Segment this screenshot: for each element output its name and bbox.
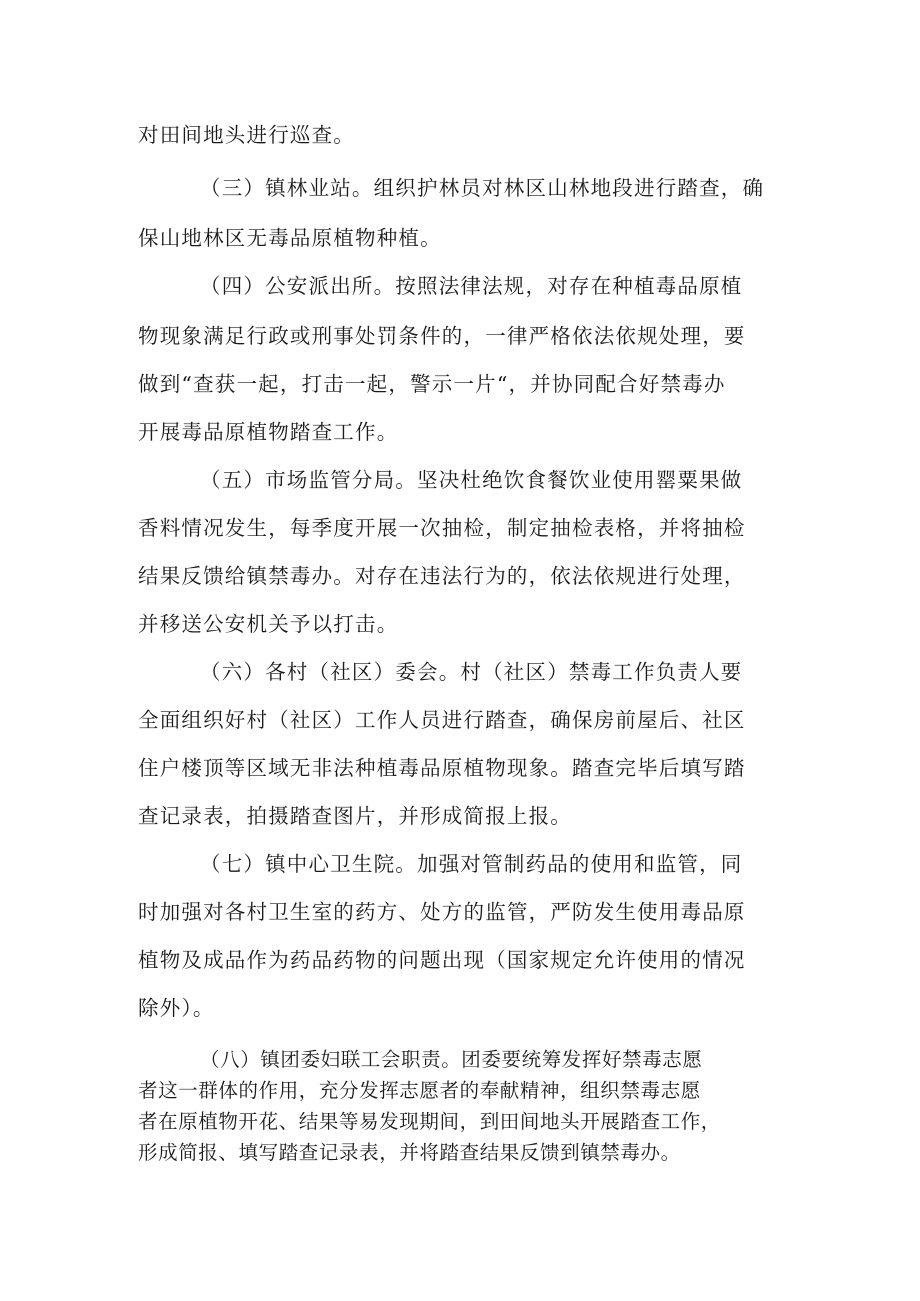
paragraph-line: 查记录表，拍摄踏查图片，并形成简报上报。: [138, 804, 572, 828]
paragraph-line: 者这一群体的作用，充分发挥志愿者的奉献精神，组织禁毒志愿: [138, 1079, 701, 1102]
paragraph-line: 物现象满足行政或刑事处罚条件的，一律严格依法依规处理，要: [138, 324, 746, 348]
paragraph-line: 保山地林区无毒品原植物种植。: [138, 226, 442, 250]
paragraph-line: 开展毒品原植物踏查工作。: [138, 420, 399, 444]
paragraph-line: 除外）。: [138, 996, 215, 1020]
paragraph-line: 住户楼顶等区域无非法种植毒品原植物现象。踏查完毕后填写踏: [138, 756, 746, 780]
paragraph-line: 全面组织好村（社区）工作人员进行踏查，确保房前屋后、社区: [138, 708, 746, 732]
paragraph-line: （五）市场监管分局。坚决杜绝饮食餐饮业使用罂粟果做: [200, 468, 743, 492]
paragraph-line: （四）公安派出所。按照法律法规，对存在种植毒品原植: [200, 274, 743, 298]
paragraph-line: 结果反馈给镇禁毒办。对存在违法行为的，依法依规进行处理，: [138, 564, 746, 588]
paragraph-line: （七）镇中心卫生院。加强对管制药品的使用和监管，同: [200, 852, 743, 876]
paragraph-line: 者在原植物开花、结果等易发现期间，到田间地头开展踏查工作，: [138, 1110, 721, 1133]
paragraph-line: （六）各村（社区）委会。村（社区）禁毒工作负责人要: [200, 660, 743, 684]
paragraph-line: 对田间地头进行巡查。: [138, 123, 355, 147]
paragraph-line: 植物及成品作为药品药物的问题出现（国家规定允许使用的情况: [138, 948, 746, 972]
paragraph-line: 时加强对各村卫生室的药方、处方的监管，严防发生使用毒品原: [138, 900, 746, 924]
paragraph-line: 形成简报、填写踏查记录表，并将踏查结果反馈到镇禁毒办。: [138, 1141, 681, 1164]
paragraph-line: 香料情况发生，每季度开展一次抽检，制定抽检表格，并将抽检: [138, 516, 746, 540]
paragraph-line: 做到“查获一起，打击一起，警示一片“，并协同配合好禁毒办: [138, 372, 726, 396]
paragraph-line: 并移送公安机关予以打击。: [138, 612, 399, 636]
paragraph-line: （三）镇林业站。组织护林员对林区山林地段进行踏查，确: [200, 176, 765, 200]
paragraph-line: （八）镇团委妇联工会职责。团委要统筹发挥好禁毒志愿: [200, 1048, 703, 1071]
